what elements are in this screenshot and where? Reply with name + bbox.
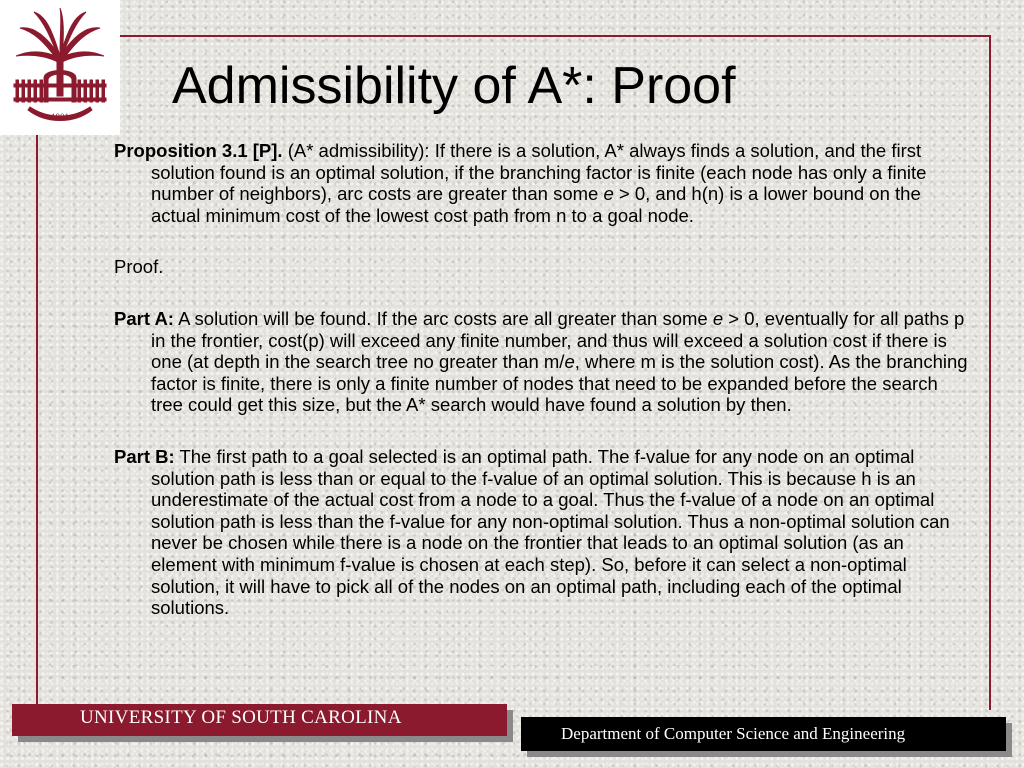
proposition-heading: Proposition 3.1 [P]. [114,140,283,161]
logo-year: 1801 [51,112,69,122]
part-a-paragraph [114,308,974,416]
university-name: UNIVERSITY OF SOUTH CAROLINA [80,707,402,728]
slide-frame-left [36,35,38,710]
department-banner [521,717,1006,751]
part-a-heading: Part A: [114,307,174,329]
university-logo [0,0,120,135]
part-b-heading: Part B: [114,445,175,467]
slide-frame-right [989,35,991,710]
slide-body [114,140,974,649]
proposition-paragraph [114,140,974,226]
part-a-epsilon-1: e [712,307,724,329]
proposition-epsilon: e [603,183,614,205]
part-a-text-1: A solution will be found. If the arc costs are all greater than some [173,307,713,329]
proof-label [114,256,974,278]
proof-text: Proof. [114,256,164,278]
proposition-text-1: (A* admissibility): If there is a solution, A* always finds a solution, and the first solution found is an optimal solution, if the branching factor is finite (each node has only a finite number of neighbors), arc costs are greater than some [151,140,927,205]
proposition-text-2: > 0, and h(n) is a lower bound on the actual minimum cost of the lowest cost path from n to a goal node. [151,183,921,226]
part-b-text: The first path to a goal selected is an optimal path. The f-value for any node on an optimal solution path is less than or equal to the f-value of an optimal solution. This is because h is an underestimate of the actual cost from a node to a goal. Thus the f-value of a node on an optimal solution path is less than the f-value for any non-optimal solution. Thus a non-optimal solution can never be chosen while there is a node on the frontier that leads to an optimal solution (as an element with minimum f-value is chosen at each step). So, before it can select a non-optimal solution, it will have to pick all of the nodes on an optimal path, including each of the optimal solutions. [151,445,950,619]
part-a-text-3: , where m is the solution cost). As the branching factor is finite, there is only a finite number of nodes that need to be expanded before the search tree could get this size, but the A* search would have found a solution by then. [151,351,968,416]
department-name: Department of Computer Science and Engineering [561,724,906,743]
slide-frame-top [36,35,991,37]
part-a-text-2: > 0, eventually for all paths p in the frontier, cost(p) will exceed any finite number, and thus will exceed a solution cost if there is one (at depth in the search tree no greater than m/ [151,307,965,373]
slide-title: Admissibility of A*: Proof [172,57,736,115]
university-banner [12,704,507,736]
palmetto-logo-icon [6,6,114,130]
part-a-epsilon-2: e [564,351,575,373]
part-b-paragraph [114,446,974,619]
